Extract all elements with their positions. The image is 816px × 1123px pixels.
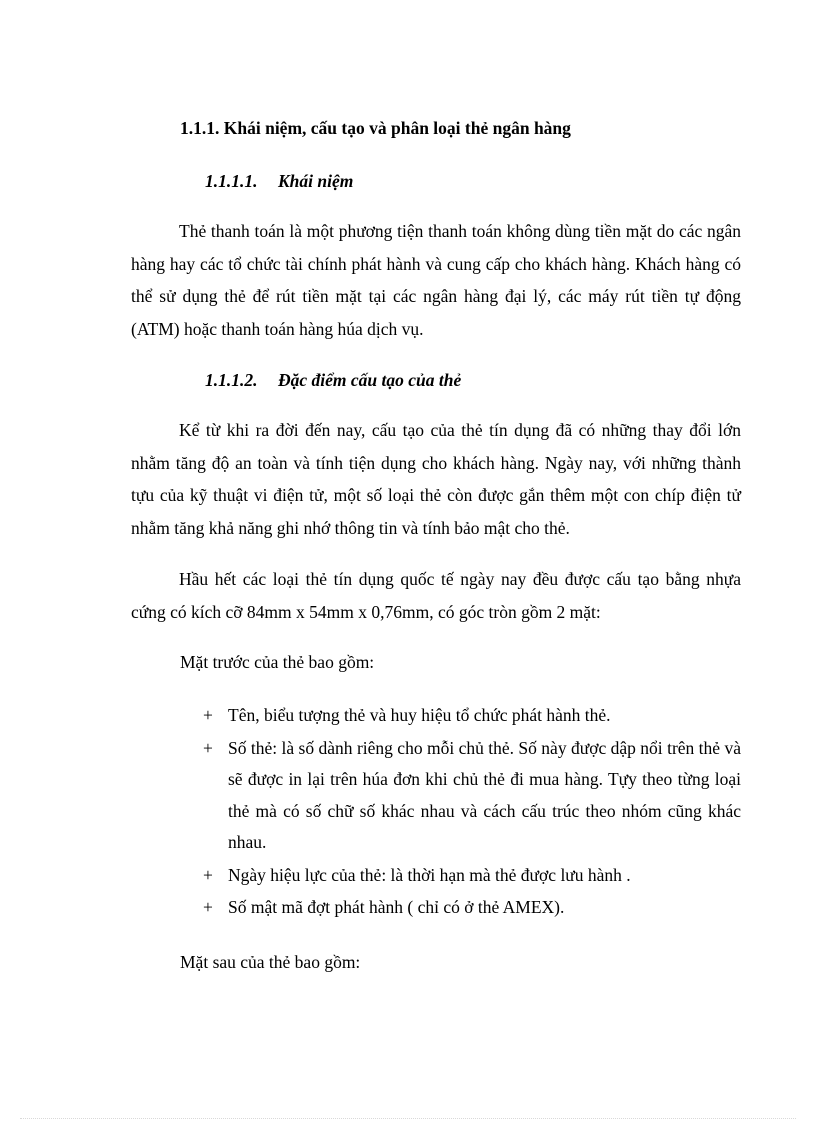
list-item-text: Ngày hiệu lực của thẻ: là thời hạn mà thẻ được lưu hành . — [228, 864, 631, 885]
bullet-mark: + — [203, 864, 213, 885]
list-item-text: Tên, biểu tượng thẻ và huy hiệu tổ chức phát hành thẻ. — [228, 705, 611, 725]
list-item — [203, 733, 741, 859]
section-heading-khai-niem — [205, 171, 353, 192]
bullet-mark: + — [203, 897, 213, 917]
section-number: 1.1.1.1. — [205, 171, 258, 191]
back-side-intro: Mặt sau của thẻ bao gồm: — [180, 952, 361, 972]
front-side-intro: Mặt trước của thẻ bao gồm: — [180, 652, 375, 672]
bullet-mark: + — [203, 737, 213, 758]
list-item — [203, 860, 741, 892]
paragraph-structure: Kể từ khi ra đời đến nay, cấu tạo của thẻ tín dụng đã có những thay đổi lớn nhằm tăng độ an toàn và tính tiện dụng cho khách hàng. Ngày nay, với những thành tựu của kỹ thuật vi điện tử, một số loại thẻ còn được gắn thêm một con chíp điện tử nhằm tăng khả năng ghi nhớ thông tin và tính bảo mật cho thẻ. — [131, 420, 741, 538]
heading-1: 1.1.1. Khái niệm, cấu tạo và phân loại thẻ ngân hàng — [180, 118, 571, 138]
list-item-text: Số thẻ: là số dành riêng cho mỗi chủ thẻ. Số này được dập nổi trên thẻ và sẽ được in lại trên húa đơn khi chủ thẻ đi mua hàng. Tựy theo từng loại thẻ mà có số chữ số khác nhau và cách cấu trúc theo nhóm cũng khác nhau. — [228, 737, 741, 852]
section-title: Khái niệm — [278, 171, 354, 191]
paragraph-definition: Thẻ thanh toán là một phương tiện thanh toán không dùng tiền mặt do các ngân hàng hay các tổ chức tài chính phát hành và cung cấp cho khách hàng. Khách hàng có thể sử dụng thẻ để rút tiền mặt tại các ngân hàng đại lý, các máy rút tiền tự động (ATM) hoặc thanh toán hàng húa dịch vụ. — [131, 221, 741, 339]
page-bottom-divider — [20, 1118, 796, 1119]
paragraph-dimensions: Hầu hết các loại thẻ tín dụng quốc tế ngày nay đều được cấu tạo bằng nhựa cứng có kích cỡ 84mm x 54mm x 0,76mm, có góc tròn gồm 2 mặt: — [131, 569, 741, 622]
section-title: Đặc điểm cấu tạo của thẻ — [278, 370, 462, 390]
section-heading-dac-diem — [205, 370, 461, 391]
list-item — [203, 892, 741, 924]
front-side-list — [203, 700, 741, 925]
bullet-mark: + — [203, 705, 213, 725]
list-item-text: Số mật mã đợt phát hành ( chỉ có ở thẻ AMEX). — [228, 897, 565, 917]
list-item — [203, 700, 741, 732]
section-number: 1.1.1.2. — [205, 370, 258, 390]
